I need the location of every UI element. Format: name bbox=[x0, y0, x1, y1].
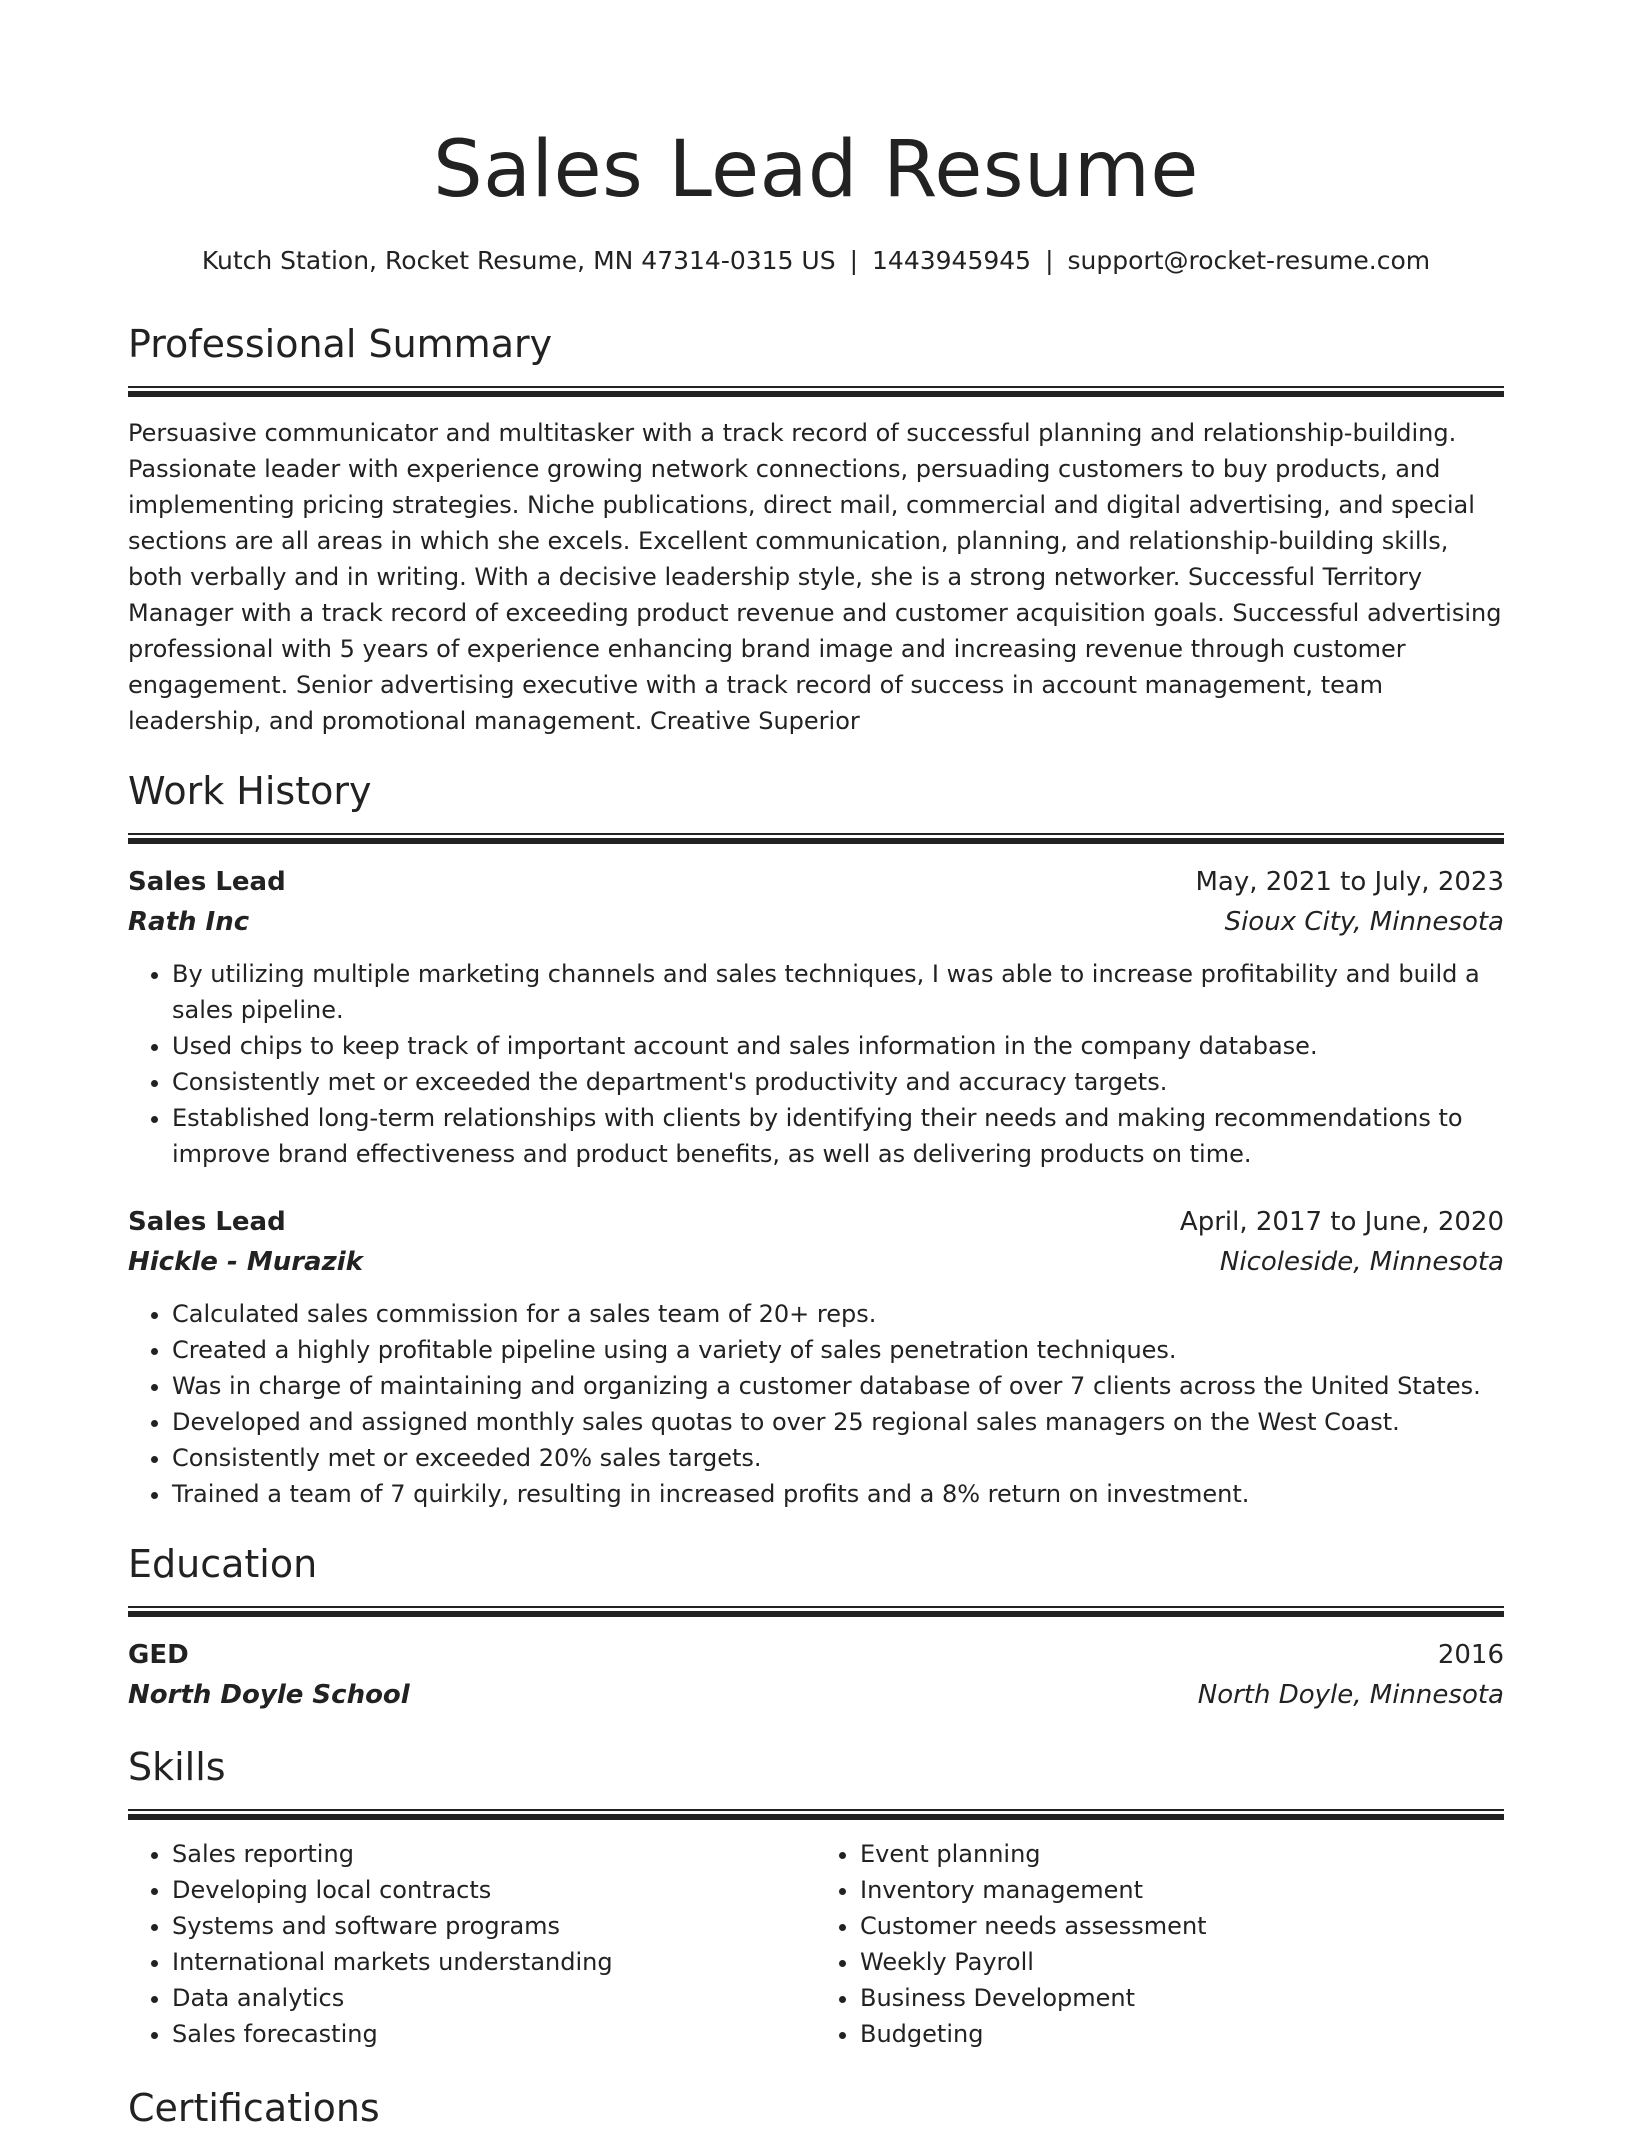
skill-item: • International markets understanding bbox=[172, 1944, 816, 1980]
section-heading: Professional Summary bbox=[128, 322, 553, 366]
bullet-item: • Trained a team of 7 quirkily, resulting in increased profits and a 8% return on investment. bbox=[172, 1476, 1504, 1512]
bullet-item: • By utilizing multiple marketing channels and sales techniques, I was able to increase profitability and build a sales pipeline. bbox=[172, 956, 1504, 1028]
job-bullets bbox=[128, 956, 1504, 1172]
job-dates: April, 2017 to June, 2020 bbox=[1179, 1207, 1504, 1237]
work-history-section bbox=[128, 765, 1504, 1512]
education-school-row bbox=[128, 1675, 1504, 1715]
section-rule bbox=[128, 386, 1504, 397]
section-heading: Work History bbox=[128, 769, 372, 813]
education-section bbox=[128, 1538, 1504, 1715]
summary-text: Persuasive communicator and multitasker with a track record of successful planning and relationship-building. Passionate leader with experience growing network connections, persuading customers to buy products, and implementing pricing strategies. Niche publications, direct mail, commercial and digital advertising, and special sections are all areas in which she excels. Excellent communication, planning, and relationship-building skills, both verbally and in writing. With a decisive leadership style, she is a strong networker. Successful Territory Manager with a track record of exceeding product revenue and customer acquisition goals. Successful advertising professional with 5 years of experience enhancing brand image and increasing revenue through customer engagement. Senior advertising executive with a track record of success in account management, team leadership, and promotional management. Creative Superior bbox=[128, 419, 1502, 735]
skill-item: • Event planning bbox=[860, 1836, 1504, 1872]
skill-item: • Sales reporting bbox=[172, 1836, 816, 1872]
certifications-section bbox=[128, 2082, 1504, 2134]
bullet-item: • Consistently met or exceeded the department's productivity and accuracy targets. bbox=[172, 1064, 1504, 1100]
skill-item: • Weekly Payroll bbox=[860, 1944, 1504, 1980]
job-entry bbox=[128, 862, 1504, 1172]
skill-item: • Systems and software programs bbox=[172, 1908, 816, 1944]
contact-phone: 1443945945 bbox=[872, 246, 1032, 275]
company-name: Rath Inc bbox=[128, 907, 250, 937]
school-location: North Doyle, Minnesota bbox=[1197, 1680, 1504, 1710]
job-location: Nicoleside, Minnesota bbox=[1219, 1247, 1504, 1277]
job-company-row bbox=[128, 1242, 1504, 1282]
section-heading: Education bbox=[128, 1542, 318, 1586]
skill-item: • Customer needs assessment bbox=[860, 1908, 1504, 1944]
skill-item: • Budgeting bbox=[860, 2016, 1504, 2052]
section-rule bbox=[128, 833, 1504, 844]
skills-section bbox=[128, 1741, 1504, 2052]
bullet-item: • Developed and assigned monthly sales quotas to over 25 regional sales managers on the West Coast. bbox=[172, 1404, 1504, 1440]
skill-item: • Data analytics bbox=[172, 1980, 816, 2016]
section-rule bbox=[128, 1606, 1504, 1617]
job-company-row bbox=[128, 902, 1504, 942]
summary-section bbox=[128, 318, 1504, 739]
bullet-item: • Used chips to keep track of important account and sales information in the company database. bbox=[172, 1028, 1504, 1064]
contact-line bbox=[128, 244, 1504, 278]
contact-email: support@rocket-resume.com bbox=[1067, 246, 1431, 275]
section-rule bbox=[128, 1809, 1504, 1820]
section-heading: Certifications bbox=[128, 2086, 380, 2130]
education-header-row bbox=[128, 1635, 1504, 1675]
bullet-item: • Was in charge of maintaining and organizing a customer database of over 7 clients across the United States. bbox=[172, 1368, 1504, 1404]
job-title: Sales Lead bbox=[128, 867, 286, 897]
education-entry bbox=[128, 1635, 1504, 1715]
skills-grid bbox=[128, 1836, 1504, 2052]
job-location: Sioux City, Minnesota bbox=[1224, 907, 1504, 937]
job-header-row bbox=[128, 1202, 1504, 1242]
job-title: Sales Lead bbox=[128, 1207, 286, 1237]
skills-column-left bbox=[128, 1836, 816, 2052]
job-header-row bbox=[128, 862, 1504, 902]
contact-separator: | bbox=[1045, 246, 1054, 275]
bullet-item: • Consistently met or exceeded 20% sales targets. bbox=[172, 1440, 1504, 1476]
skill-item: • Developing local contracts bbox=[172, 1872, 816, 1908]
contact-address: Kutch Station, Rocket Resume, MN 47314-0315 US bbox=[201, 246, 836, 275]
skill-item: • Sales forecasting bbox=[172, 2016, 816, 2052]
resume-title: Sales Lead Resume bbox=[433, 125, 1199, 215]
skill-item: • Inventory management bbox=[860, 1872, 1504, 1908]
job-bullets bbox=[128, 1296, 1504, 1512]
job-entry bbox=[128, 1202, 1504, 1512]
contact-separator: | bbox=[849, 246, 859, 275]
graduation-year: 2016 bbox=[1437, 1640, 1504, 1670]
job-dates: May, 2021 to July, 2023 bbox=[1195, 867, 1504, 897]
company-name: Hickle - Murazik bbox=[128, 1247, 363, 1277]
school-name: North Doyle School bbox=[128, 1680, 410, 1710]
degree: GED bbox=[128, 1640, 189, 1670]
bullet-item: • Established long-term relationships with clients by identifying their needs and making recommendations to improve brand effectiveness and product benefits, as well as delivering products on time. bbox=[172, 1100, 1504, 1172]
skill-item: • Business Development bbox=[860, 1980, 1504, 2016]
skills-column-right bbox=[816, 1836, 1504, 2052]
section-heading: Skills bbox=[128, 1745, 226, 1789]
bullet-item: • Calculated sales commission for a sales team of 20+ reps. bbox=[172, 1296, 1504, 1332]
bullet-item: • Created a highly profitable pipeline using a variety of sales penetration techniques. bbox=[172, 1332, 1504, 1368]
